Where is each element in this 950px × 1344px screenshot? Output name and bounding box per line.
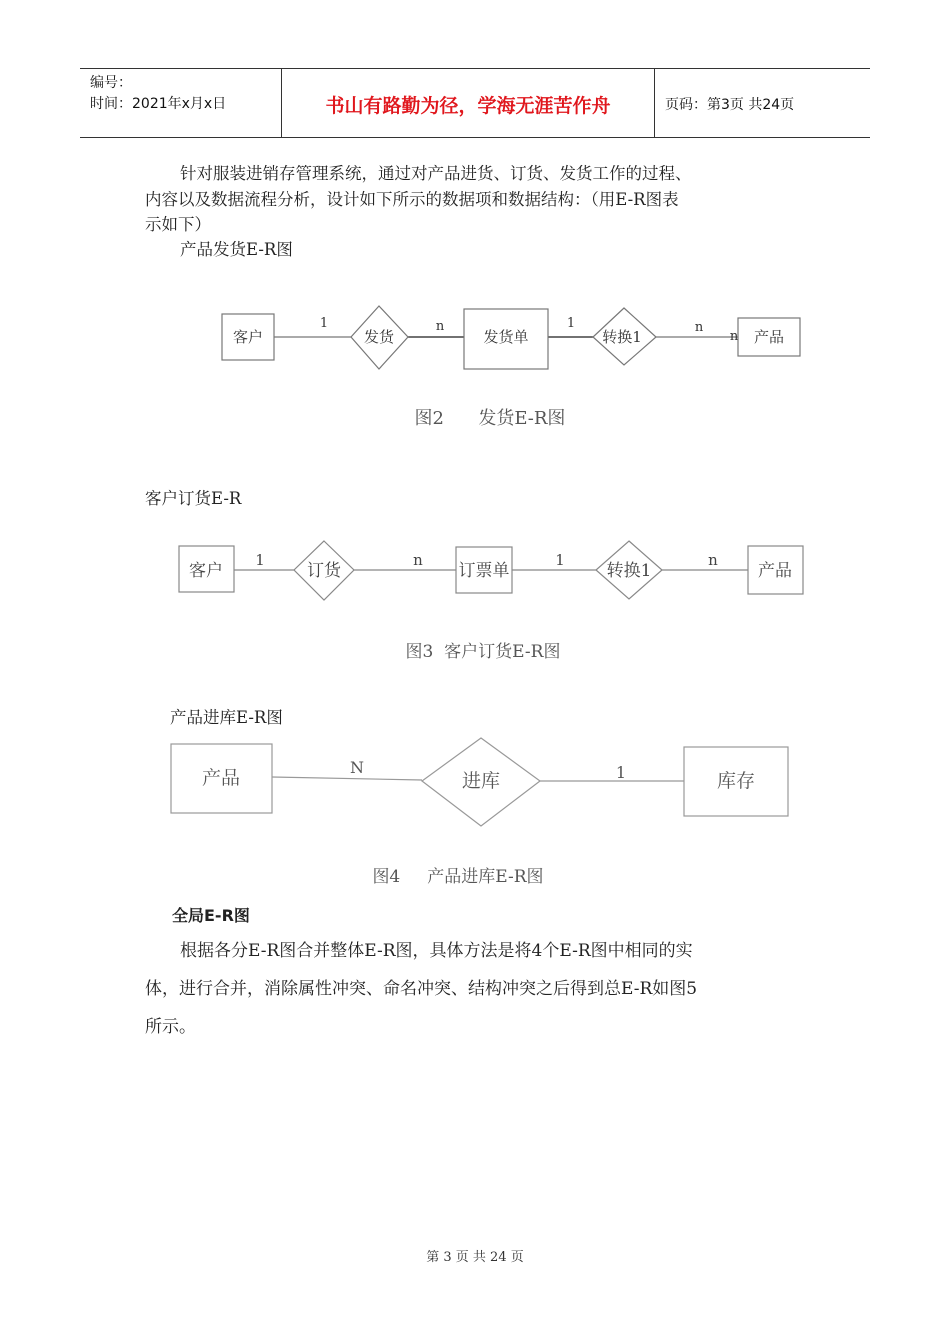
page-footer: 第 3 页 共 24 页	[426, 1250, 524, 1265]
cardinality-label: n	[729, 329, 739, 344]
relation-label: 转换1	[606, 561, 652, 581]
relation-label: 进库	[461, 770, 501, 792]
global-line-2: 体，进行合并，消除属性冲突、命名冲突、结构冲突之后得到总E-R如图5	[145, 979, 698, 999]
diagram3-caption: 图4 产品进库E-R图	[372, 867, 544, 887]
entity-label: 产品	[201, 767, 241, 789]
diagram2-heading: 客户订货E-R	[145, 489, 242, 508]
number-label: 编号：	[90, 75, 132, 91]
cardinality-label: 1	[319, 316, 329, 331]
cardinality-label: n	[413, 551, 423, 569]
cardinality-label: n	[708, 551, 718, 569]
header-divider	[654, 69, 655, 137]
shipment-er-diagram	[0, 290, 950, 440]
global-line-1: 根据各分E-R图合并整体E-R图，具体方法是将4个E-R图中相同的实	[180, 941, 693, 961]
cardinality-label: 1	[566, 316, 576, 331]
cardinality-label: 1	[615, 763, 627, 782]
cardinality-label: n	[694, 320, 704, 335]
diagram1-heading: 产品发货E-R图	[180, 240, 293, 259]
entity-label: 产品	[753, 328, 785, 346]
cardinality-label: N	[350, 758, 364, 777]
stock-in-er-diagram	[0, 730, 950, 895]
connector-line	[272, 777, 422, 780]
header-meta	[90, 73, 226, 115]
header-motto: 书山有路勤为径，学海无涯苦作舟	[325, 95, 611, 117]
relation-label: 订货	[307, 561, 341, 581]
time-label: 时间：2021年x月x日	[90, 96, 227, 112]
diagram3-heading: 产品进库E-R图	[170, 708, 283, 727]
intro-line-2: 内容以及数据流程分析，设计如下所示的数据项和数据结构：（用E-R图表	[145, 190, 679, 209]
entity-label: 订票单	[458, 561, 510, 581]
diagram1-caption: 图2 发货E-R图	[414, 408, 566, 429]
cardinality-label: n	[435, 319, 445, 334]
relation-label: 转换1	[602, 328, 642, 346]
global-line-3: 所示。	[145, 1017, 196, 1037]
header-page-info: 页码：第3页 共24页	[665, 97, 795, 113]
intro-line-1: 针对服装进销存管理系统，通过对产品进货、订货、发货工作的过程、	[180, 164, 692, 183]
cardinality-label: 1	[255, 551, 265, 569]
cardinality-label: 1	[555, 551, 565, 569]
entity-label: 客户	[189, 561, 223, 581]
relation-label: 发货	[363, 328, 395, 346]
global-heading: 全局E-R图	[172, 906, 250, 925]
entity-label: 产品	[758, 561, 792, 581]
intro-line-3: 示如下）	[145, 215, 211, 234]
entity-label: 发货单	[483, 328, 529, 346]
order-er-diagram	[0, 535, 950, 675]
page-header	[80, 68, 870, 138]
entity-label: 库存	[716, 770, 756, 792]
diagram2-caption: 图3 客户订货E-R图	[405, 642, 561, 662]
entity-label: 客户	[232, 328, 264, 346]
